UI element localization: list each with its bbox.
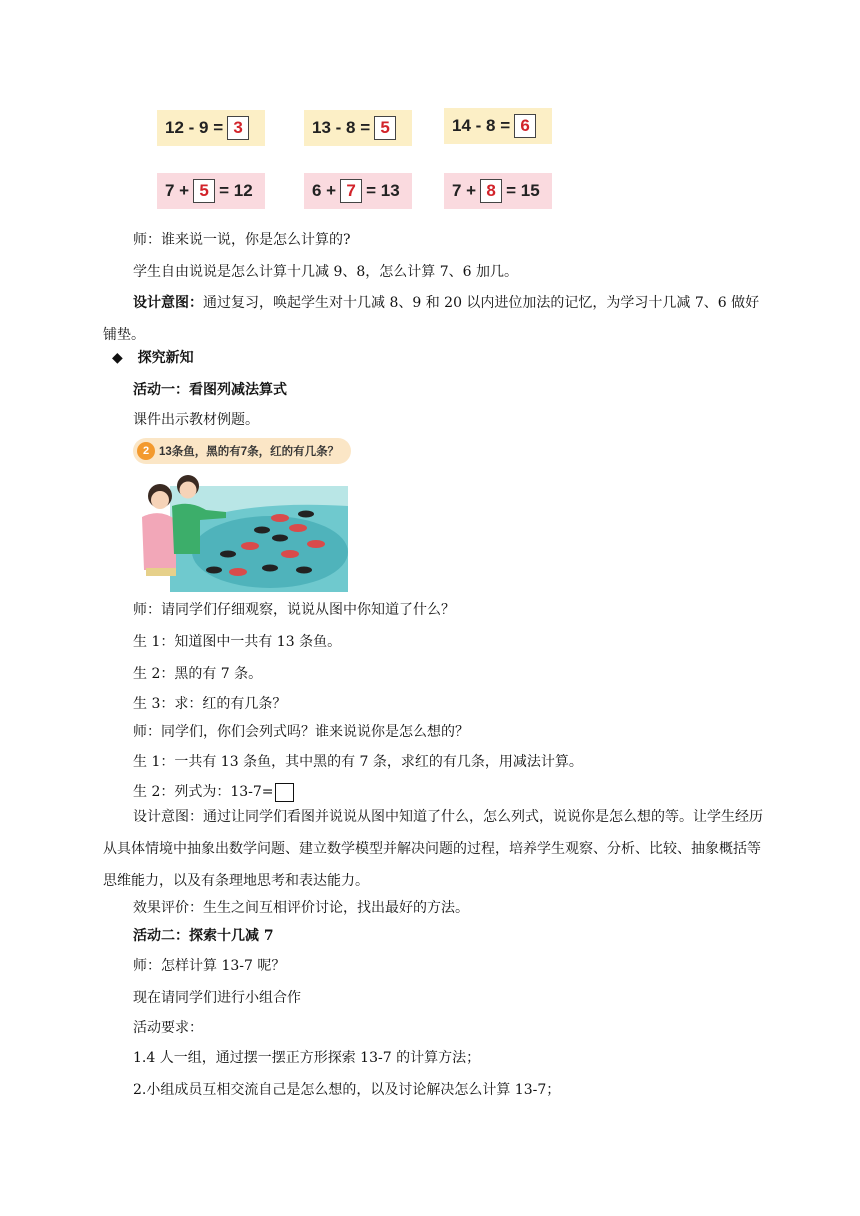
answer-box: 7 (340, 179, 362, 203)
diamond-bullet-icon: ◆ (112, 350, 123, 366)
equation-suffix: = 13 (366, 181, 400, 200)
section-heading (112, 348, 194, 368)
design-intent-label: 设计意图： (133, 295, 203, 311)
dialogue-line: 生 2：黑的有 7 条。 (133, 666, 263, 682)
design-intent-2: 设计意图：通过让同学们看图并说说从图中知道了什么，怎么列式，说说你是怎么想的等。让学生经历从具体情境中抽象出数学问题、建立数学模型并解决问题的过程，培养学生观察、分析、比较、抽象概括等思维能力，以及有条理地思考和表达能力。 (103, 809, 763, 889)
example-question-bubble (133, 438, 351, 464)
dialogue-line: 生 1：一共有 13 条鱼，其中黑的有 7 条，求红的有几条，用减法计算。 (133, 754, 583, 770)
fish-pond-illustration (130, 472, 348, 592)
equation-suffix: = 15 (506, 181, 540, 200)
equation-card (304, 110, 412, 146)
equation-card (304, 173, 412, 209)
activity-two-line: 现在请同学们进行小组合作 (133, 990, 301, 1006)
section-title: 探究新知 (137, 350, 194, 366)
activity-two-line: 2.小组成员互相交流自己是怎么想的，以及讨论解决怎么计算 13-7； (133, 1082, 561, 1098)
activity-one-line: 课件出示教材例题。 (133, 412, 259, 428)
equation-card (444, 108, 552, 144)
teacher-question: 师：谁来说一说，你是怎么计算的? (133, 232, 351, 248)
equation-prefix: 12 - 9 = (165, 118, 224, 137)
activity-two-line: 1.4 人一组，通过摆一摆正方形探索 13-7 的计算方法； (133, 1050, 481, 1066)
dialogue-line: 师：请同学们仔细观察，说说从图中你知道了什么？ (133, 602, 455, 618)
equation-prefix: 13 - 8 = (312, 118, 371, 137)
activity-two-line: 活动要求： (133, 1020, 203, 1036)
equation-prefix: 7 + (452, 181, 477, 200)
design-intent-text: 通过复习，唤起学生对十几减 8、9 和 20 以内进位加法的记忆，为学习十几减 7、6 做好铺垫。 (103, 295, 760, 343)
formula-text: 生 2：列式为：13-7= (133, 784, 274, 800)
equation-card (157, 110, 265, 146)
formula-line (133, 782, 294, 802)
dialogue-line: 生 3：求：红的有几条？ (133, 696, 287, 712)
answer-box: 6 (514, 114, 536, 138)
activity-one-title: 活动一：看图列减法算式 (133, 382, 287, 398)
equation-suffix: = 12 (219, 181, 253, 200)
equation-card (444, 173, 552, 209)
equation-card (157, 173, 265, 209)
blank-answer-box (275, 783, 294, 802)
example-number-badge: 2 (137, 442, 155, 460)
student-answer: 学生自由说说是怎么计算十几减 9、8，怎么计算 7、6 加几。 (133, 264, 518, 280)
equation-prefix: 14 - 8 = (452, 116, 511, 135)
equation-prefix: 7 + (165, 181, 190, 200)
activity-two-title: 活动二：探索十几减 7 (133, 928, 274, 944)
answer-box: 3 (227, 116, 249, 140)
design-intent-1 (103, 287, 763, 351)
equation-prefix: 6 + (312, 181, 337, 200)
dialogue-line: 生 1：知道图中一共有 13 条鱼。 (133, 634, 342, 650)
answer-box: 5 (193, 179, 215, 203)
answer-box: 8 (480, 179, 502, 203)
answer-box: 5 (374, 116, 396, 140)
dialogue-line: 师：同学们，你们会列式吗？谁来说说你是怎么想的？ (133, 724, 469, 740)
example-question-text: 13条鱼，黑的有7条，红的有几条？ (159, 446, 340, 458)
activity-two-line: 师：怎样计算 13-7 呢？ (133, 958, 286, 974)
effect-evaluation: 效果评价：生生之间互相评价讨论，找出最好的方法。 (133, 900, 469, 916)
